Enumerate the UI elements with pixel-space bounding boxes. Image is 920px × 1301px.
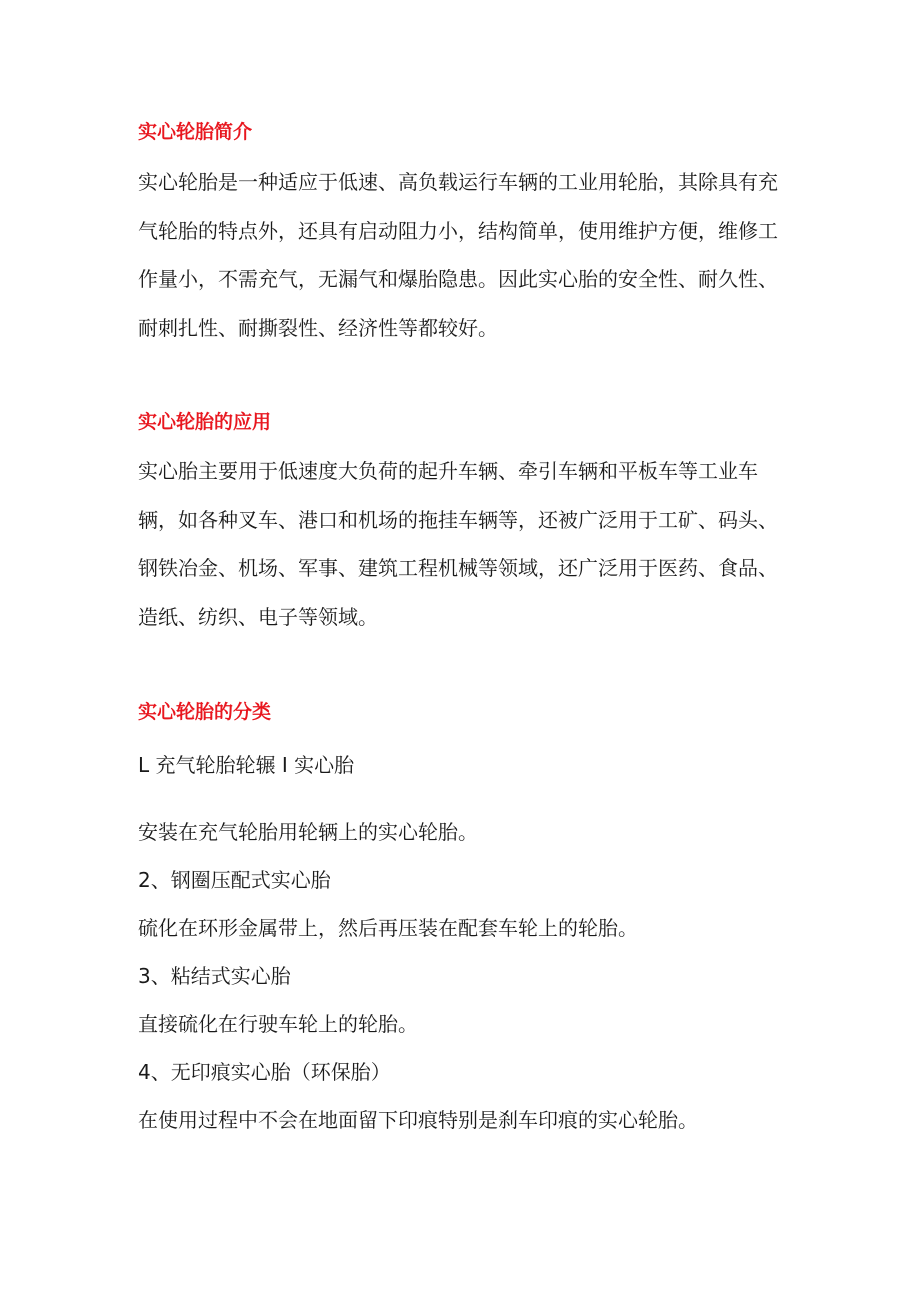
classification-item-desc: 硫化在环形金属带上，然后再压装在配套车轮上的轮胎。 <box>138 916 638 940</box>
classification-item-title: 2、钢圈压配式实心胎 <box>138 868 331 892</box>
classification-item-desc: 直接硫化在行驶车轮上的轮胎。 <box>138 1012 418 1036</box>
classification-item-title: 3、粘结式实心胎 <box>138 964 291 988</box>
section-body-application: 实心胎主要用于低速度大负荷的起升车辆、牵引车辆和平板车等工业车辆，如各种叉车、港口和机场的拖挂车辆等，还被广泛用于工矿、码头、钢铁冶金、机场、军事、建筑工程机械等领域，还广泛用于医药、食品、造纸、纺织、电子等领域。 <box>138 459 778 629</box>
classification-item-desc: 在使用过程中不会在地面留下印痕特别是刹车印痕的实心轮胎。 <box>138 1108 698 1132</box>
classification-item-title: 4、无印痕实心胎（环保胎） <box>138 1060 391 1084</box>
section-body-intro: 实心轮胎是一种适应于低速、高负载运行车辆的工业用轮胎，其除具有充气轮胎的特点外，还具有启动阻力小，结构简单，使用维护方便，维修工作量小，不需充气，无漏气和爆胎隐患。因此实心胎的安全性、耐久性、耐刺扎性、耐撕裂性、经济性等都较好。 <box>138 170 778 340</box>
classification-item-title: L 充气轮胎轮辗 I 实心胎 <box>138 753 355 777</box>
classification-item-desc: 安装在充气轮胎用轮辆上的实心轮胎。 <box>138 820 478 844</box>
section-heading-application: 实心轮胎的应用 <box>138 411 272 433</box>
section-heading-intro: 实心轮胎简介 <box>138 121 253 143</box>
section-heading-classification: 实心轮胎的分类 <box>138 701 272 723</box>
